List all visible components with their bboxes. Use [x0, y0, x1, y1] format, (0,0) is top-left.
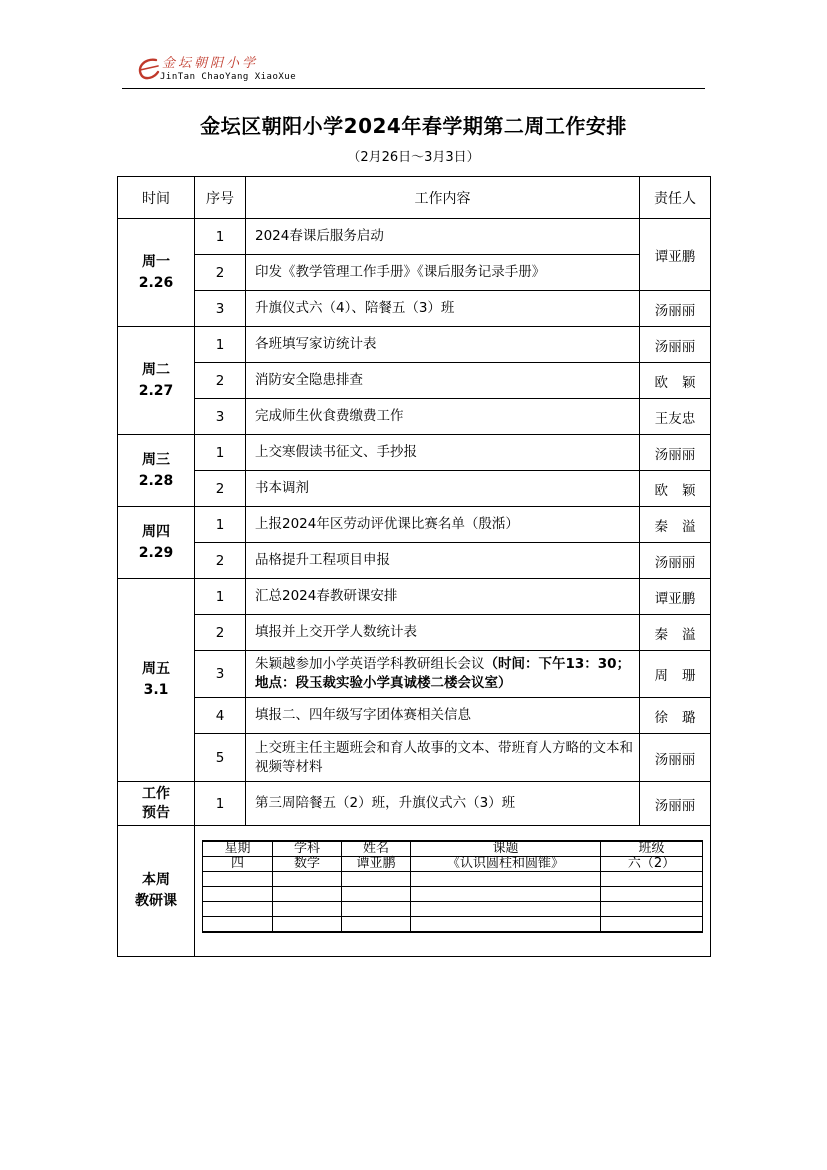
- row-num: 1: [195, 507, 246, 543]
- row-num: 1: [195, 579, 246, 615]
- table-row: [118, 435, 711, 471]
- task-text: 上报2024年区劳动评优课比赛名单（殷湉）: [246, 507, 640, 543]
- row-num: 2: [195, 363, 246, 399]
- owner-cell: 王友忠: [640, 399, 711, 435]
- table-row: [118, 543, 711, 579]
- day-date: 2.29: [138, 544, 174, 561]
- row-num: 3: [195, 291, 246, 327]
- research-header: 班级: [601, 841, 703, 857]
- table-row: [118, 471, 711, 507]
- row-num: 3: [195, 399, 246, 435]
- research-table: [202, 840, 703, 933]
- logo-script-text: 金坛朝阳小学: [162, 56, 259, 71]
- table-row: [118, 219, 711, 255]
- day-label: 周一: [142, 253, 170, 270]
- task-text: 2024春课后服务启动: [246, 219, 640, 255]
- row-num: 2: [195, 255, 246, 291]
- schedule-table: [117, 176, 711, 957]
- table-row: [118, 327, 711, 363]
- day-cell-tue: [118, 327, 195, 435]
- research-label-1: 本周: [142, 872, 170, 888]
- day-cell-wed: [118, 435, 195, 507]
- day-date: 2.27: [138, 382, 174, 399]
- research-label-2: 教研课: [135, 893, 177, 909]
- research-row-empty: [203, 902, 703, 917]
- logo-pinyin: JinTan ChaoYang XiaoXue: [160, 72, 297, 82]
- day-cell-thu: [118, 507, 195, 579]
- header-owner: 责任人: [640, 177, 711, 219]
- preview-label-cell: [118, 782, 195, 826]
- header-num: 序号: [195, 177, 246, 219]
- research-cell: 数学: [273, 857, 342, 872]
- day-label: 周五: [142, 661, 170, 677]
- row-num: 1: [195, 219, 246, 255]
- task-text: 完成师生伙食费缴费工作: [246, 399, 640, 435]
- table-row: [118, 651, 711, 698]
- owner-cell: 谭亚鹏: [640, 579, 711, 615]
- table-header-row: [118, 177, 711, 219]
- task-text: 消防安全隐患排查: [246, 363, 640, 399]
- owner-cell: 谭亚鹏: [640, 219, 711, 291]
- task-text: 上交寒假读书征文、手抄报: [246, 435, 640, 471]
- day-label: 周三: [142, 451, 170, 468]
- research-table-cell: [195, 826, 711, 957]
- table-row: [118, 255, 711, 291]
- task-text: 升旗仪式六（4）、陪餐五（3）班: [246, 291, 640, 327]
- table-row: [118, 734, 711, 782]
- task-text: 书本调剂: [246, 471, 640, 507]
- table-row: [118, 579, 711, 615]
- header-content: 工作内容: [246, 177, 640, 219]
- task-text-main: 朱颖越参加小学英语学科教研组长会议: [255, 656, 485, 672]
- research-cell: 四: [203, 857, 273, 872]
- school-logo: [134, 52, 314, 88]
- row-num: 2: [195, 471, 246, 507]
- research-header: 课题: [411, 841, 601, 857]
- table-row: [118, 399, 711, 435]
- day-date: 3.1: [143, 682, 169, 698]
- task-text: 品格提升工程项目申报: [246, 543, 640, 579]
- header-time: 时间: [118, 177, 195, 219]
- row-num: 1: [195, 782, 246, 826]
- research-header: 姓名: [342, 841, 411, 857]
- research-header: 学科: [273, 841, 342, 857]
- row-num: 2: [195, 615, 246, 651]
- owner-cell: 汤丽丽: [640, 782, 711, 826]
- owner-cell: 秦溢: [640, 507, 711, 543]
- header-rule: [122, 88, 705, 89]
- owner-cell: 汤丽丽: [640, 543, 711, 579]
- task-text: 第三周陪餐五（2）班，升旗仪式六（3）班: [246, 782, 640, 826]
- row-num: 2: [195, 543, 246, 579]
- task-text-bold: （时间：下午13：30；地点：段玉裁实验小学真诚楼二楼会议室）: [255, 656, 631, 691]
- table-row: [118, 363, 711, 399]
- day-cell-fri: [118, 579, 195, 782]
- page-title: 金坛区朝阳小学2024年春学期第二周工作安排: [200, 114, 627, 138]
- owner-cell: 汤丽丽: [640, 291, 711, 327]
- research-row-empty: [203, 887, 703, 902]
- table-row: [118, 615, 711, 651]
- preview-label-2: 预告: [142, 804, 170, 821]
- row-num: 3: [195, 651, 246, 698]
- day-date: 2.26: [138, 274, 174, 291]
- research-label-cell: [118, 826, 195, 957]
- owner-cell: 汤丽丽: [640, 734, 711, 782]
- owner-cell: 周珊: [640, 651, 711, 698]
- owner-cell: 汤丽丽: [640, 435, 711, 471]
- research-row-empty: [203, 872, 703, 887]
- owner-cell: 汤丽丽: [640, 327, 711, 363]
- research-row: [203, 857, 703, 872]
- owner-cell: 欧颖: [640, 363, 711, 399]
- task-text: [246, 651, 640, 698]
- preview-label-1: 工作: [142, 785, 170, 802]
- day-date: 2.28: [138, 472, 174, 489]
- research-header-row: [203, 841, 703, 857]
- table-row: [118, 698, 711, 734]
- research-cell: 谭亚鹏: [342, 857, 411, 872]
- day-label: 周二: [142, 361, 170, 378]
- research-cell: 六（2）: [601, 857, 703, 872]
- task-text: 印发《教学管理工作手册》《课后服务记录手册》: [246, 255, 640, 291]
- row-num: 1: [195, 327, 246, 363]
- row-num: 4: [195, 698, 246, 734]
- date-range: （2月26日～3月3日）: [347, 150, 480, 165]
- table-row: [118, 826, 711, 957]
- table-row: [118, 782, 711, 826]
- research-cell: 《认识圆柱和圆锥》: [411, 857, 601, 872]
- owner-cell: 秦溢: [640, 615, 711, 651]
- table-row: [118, 291, 711, 327]
- row-num: 1: [195, 435, 246, 471]
- owner-cell: 欧颖: [640, 471, 711, 507]
- research-header: 星期: [203, 841, 273, 857]
- task-text: 填报二、四年级写字团体赛相关信息: [246, 698, 640, 734]
- table-row: [118, 507, 711, 543]
- row-num: 5: [195, 734, 246, 782]
- research-row-empty: [203, 917, 703, 933]
- task-text: 各班填写家访统计表: [246, 327, 640, 363]
- task-text: 上交班主任主题班会和育人故事的文本、带班育人方略的文本和视频等材料: [246, 734, 640, 782]
- owner-cell: 徐璐: [640, 698, 711, 734]
- task-text: 汇总2024春教研课安排: [246, 579, 640, 615]
- task-text: 填报并上交开学人数统计表: [246, 615, 640, 651]
- day-cell-mon: [118, 219, 195, 327]
- day-label: 周四: [142, 523, 170, 540]
